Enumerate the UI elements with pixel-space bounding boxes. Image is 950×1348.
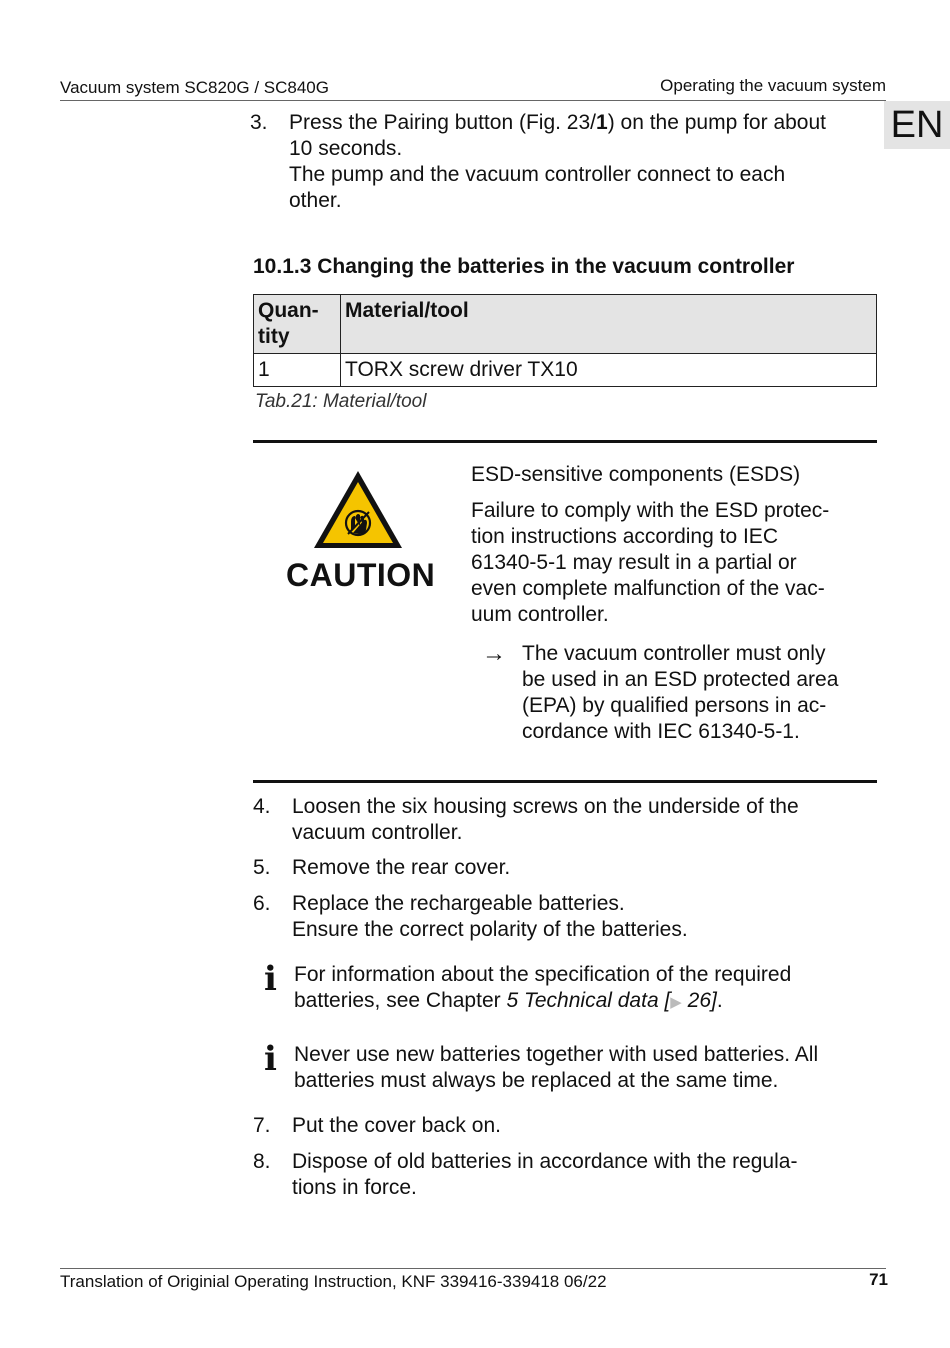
step-line: The pump and the vacuum controller connect to each	[289, 163, 786, 186]
info-note-specification	[294, 962, 791, 1016]
caution-text-line: uum controller.	[471, 603, 609, 626]
caution-signal-word: CAUTION	[286, 557, 436, 593]
caution-bottom-rule	[253, 780, 877, 783]
caution-action-line: (EPA) by qualified persons in ac-	[522, 694, 827, 717]
table-caption: Tab.21: Material/tool	[255, 391, 427, 412]
step-line: Loosen the six housing screws on the underside of the	[292, 795, 799, 818]
caution-action-line: be used in an ESD protected area	[522, 668, 839, 691]
caution-text-line: 61340-5-1 may result in a partial or	[471, 551, 797, 574]
header-document-title: Vacuum system SC820G / SC840G	[60, 78, 329, 97]
step-number: 6.	[253, 892, 271, 915]
step-text	[292, 794, 799, 846]
table-header-quantity: Quan- tity	[254, 295, 341, 354]
step-number: 3.	[250, 111, 268, 134]
step-text-part: Press the Pairing button (Fig. 23/	[289, 111, 596, 134]
table-cell-material: TORX screw driver TX10	[341, 354, 877, 387]
step-3	[250, 110, 880, 220]
step-number: 5.	[253, 856, 271, 879]
caution-text	[471, 498, 829, 628]
caution-action-line: The vacuum controller must only	[522, 642, 826, 665]
step-text: Put the cover back on.	[292, 1114, 501, 1137]
step-text	[292, 1149, 797, 1201]
esd-warning-triangle-icon	[311, 468, 405, 552]
step-number: 7.	[253, 1114, 271, 1137]
chapter-reference-text: 5 Technical data [	[506, 989, 671, 1012]
info-line: For information about the specification of the required	[294, 963, 792, 986]
caution-action	[522, 641, 838, 745]
info-line	[294, 988, 791, 1016]
table-header-material: Material/tool	[341, 295, 877, 354]
steps-4-to-6	[253, 794, 883, 944]
table-cell-quantity: 1	[254, 354, 341, 387]
step-line: 10 seconds.	[289, 137, 403, 160]
info-line: batteries must always be replaced at the same time.	[294, 1069, 779, 1092]
step-number: 4.	[253, 795, 271, 818]
footer-document-info: Translation of Originial Operating Instruction, KNF 339416-339418 06/22	[60, 1272, 607, 1291]
info-line: Never use new batteries together with used batteries. All	[294, 1043, 819, 1066]
page-number: 71	[869, 1270, 888, 1289]
action-arrow-icon: →	[482, 640, 506, 667]
step-line: Dispose of old batteries in accordance with the regula-	[292, 1150, 798, 1173]
info-icon: i	[264, 1039, 277, 1079]
caution-action-line: cordance with IEC 61340-5-1.	[522, 720, 800, 743]
page-ref-arrow-icon: ▶	[670, 994, 682, 1011]
header-divider	[60, 100, 886, 101]
info-text-part: batteries, see Chapter	[294, 989, 507, 1012]
material-tool-table	[253, 294, 877, 387]
info-icon: i	[264, 959, 277, 999]
step-line: other.	[289, 189, 342, 212]
info-text-part: .	[716, 989, 723, 1012]
table-header-row	[254, 295, 877, 354]
step-line: Ensure the correct polarity of the batteries.	[292, 918, 688, 941]
step-text-part: ) on the pump for about	[607, 111, 826, 134]
step-text	[292, 891, 688, 943]
footer-divider	[60, 1268, 886, 1269]
step-text	[289, 110, 826, 214]
step-text: Remove the rear cover.	[292, 856, 511, 879]
step-line	[289, 110, 826, 136]
section-heading: 10.1.3 Changing the batteries in the vacuum controller	[253, 255, 795, 278]
caution-text-line: even complete malfunction of the vac-	[471, 577, 825, 600]
figure-ref-number: 1	[596, 111, 608, 134]
caution-title: ESD-sensitive components (ESDS)	[471, 463, 801, 486]
caution-text-line: tion instructions according to IEC	[471, 525, 778, 548]
step-line: Replace the rechargeable batteries.	[292, 892, 625, 915]
language-tab: EN	[884, 101, 950, 149]
info-note-batteries	[294, 1042, 818, 1094]
step-number: 8.	[253, 1150, 271, 1173]
table-row	[254, 354, 877, 387]
caution-top-rule	[253, 440, 877, 443]
page-reference: 26]	[681, 989, 717, 1012]
step-line: tions in force.	[292, 1176, 417, 1199]
header-chapter-title: Operating the vacuum system	[660, 76, 886, 95]
chapter-reference-link[interactable]	[506, 989, 716, 1012]
caution-text-line: Failure to comply with the ESD protec-	[471, 499, 830, 522]
steps-7-to-8	[253, 1113, 883, 1213]
step-line: vacuum controller.	[292, 821, 463, 844]
